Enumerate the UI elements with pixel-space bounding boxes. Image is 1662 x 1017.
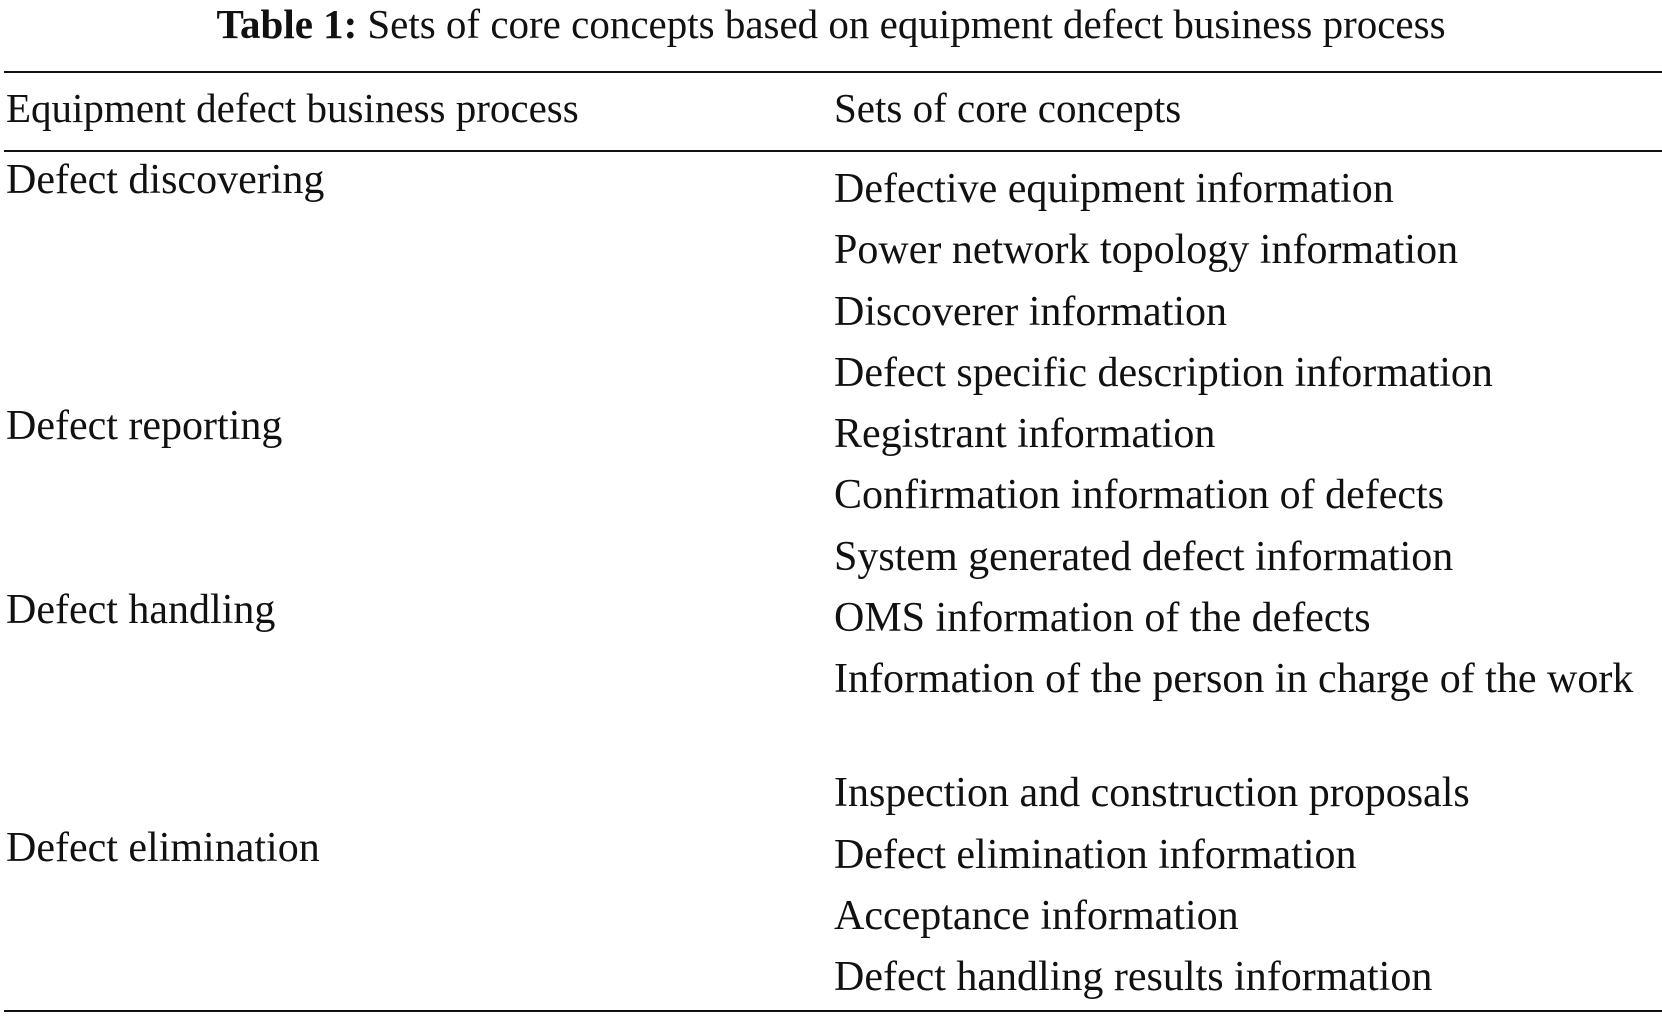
concept-item: Defect handling results information (834, 954, 1433, 1001)
table-header-rule (4, 150, 1662, 152)
concept-item: Confirmation information of defects (834, 472, 1445, 519)
concept-item: OMS information of the defects (834, 595, 1371, 642)
concept-item: Inspection and construction proposals (834, 770, 1470, 817)
column-header-process: Equipment defect business process (6, 85, 579, 131)
process-defect-elimination: Defect elimination (6, 825, 320, 871)
table-caption (0, 0, 1662, 48)
table-bottom-rule (4, 1010, 1662, 1012)
table-top-rule (4, 71, 1662, 73)
concept-item: Power network topology information (834, 227, 1459, 274)
table-caption-label: Table 1: (216, 1, 358, 47)
concept-item: Discoverer information (834, 288, 1228, 335)
concept-item: Defective equipment information (834, 166, 1394, 212)
process-defect-reporting: Defect reporting (6, 403, 283, 449)
table-caption-text: Sets of core concepts based on equipment defect business process (367, 1, 1446, 47)
process-defect-handling: Defect handling (6, 587, 276, 633)
concept-list (834, 163, 1654, 1013)
concept-item: Information of the person in charge of the work (834, 656, 1634, 703)
concept-item: System generated defect information (834, 533, 1454, 580)
concept-item: Registrant information (834, 411, 1216, 458)
concept-item: Defect specific description information (834, 349, 1493, 396)
column-header-concepts: Sets of core concepts (834, 85, 1182, 131)
process-defect-discovering: Defect discovering (6, 157, 325, 203)
concept-item: Acceptance information (834, 892, 1239, 939)
concept-item: Defect elimination information (834, 831, 1357, 878)
